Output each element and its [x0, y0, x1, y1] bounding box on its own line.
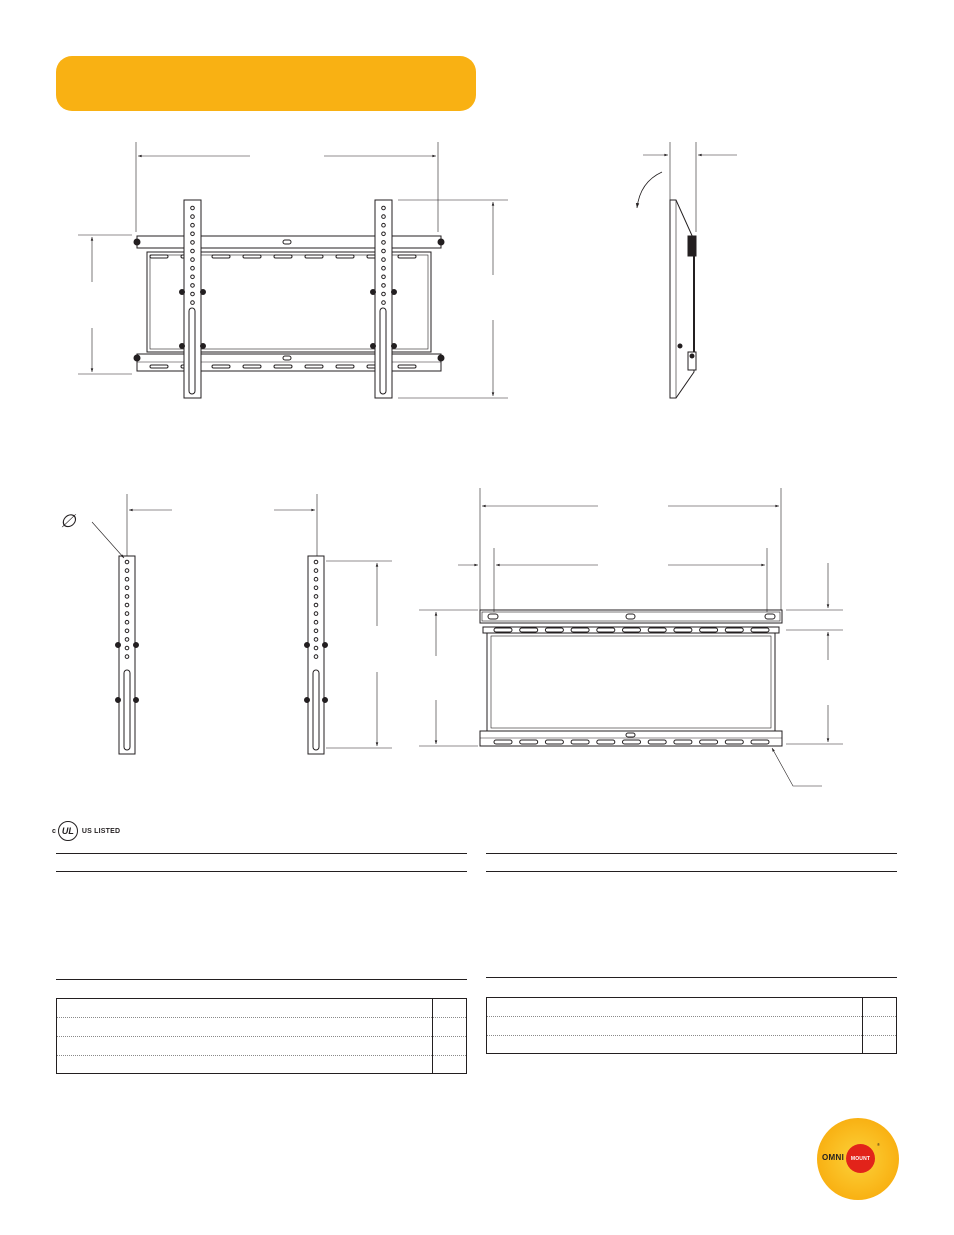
upright-hole	[125, 620, 129, 624]
upright-hole	[125, 569, 129, 573]
ul-c-label: c	[52, 827, 56, 835]
table-row	[487, 1016, 896, 1017]
upright-hole	[125, 560, 129, 564]
plate-slot	[751, 740, 769, 744]
table-column-divider	[432, 999, 433, 1073]
right-rule-third	[486, 977, 897, 978]
left-rule-third	[56, 979, 467, 980]
upright-hole	[125, 629, 129, 633]
plate-slot	[623, 740, 641, 744]
logo-word: OMNI	[822, 1153, 845, 1162]
right-spec-table	[486, 997, 897, 1054]
left-rule-second	[56, 871, 467, 872]
plate-slot	[494, 628, 512, 632]
rail-slot	[274, 365, 292, 368]
right-rule-top	[486, 853, 897, 854]
upright-hole	[314, 620, 318, 624]
rail-slot	[212, 365, 230, 368]
plate-slot	[648, 628, 666, 632]
side-view-drawing	[637, 142, 737, 398]
table-row	[57, 1036, 466, 1037]
upright-hole	[125, 638, 129, 642]
logo-badge	[846, 1144, 875, 1173]
plate-slot	[545, 740, 563, 744]
upright-hole	[125, 603, 129, 607]
upright-hole	[314, 629, 318, 633]
upright-hole	[314, 638, 318, 642]
plate-slot	[571, 628, 589, 632]
upright-hole	[314, 612, 318, 616]
ul-logo-text: UL	[61, 826, 74, 836]
rail-slot	[274, 255, 292, 258]
omnimount-logo	[817, 1118, 899, 1200]
plate-slot	[571, 740, 589, 744]
upright-hole	[314, 603, 318, 607]
upright-hole	[314, 577, 318, 581]
rail-slot	[398, 255, 416, 258]
upright-hole	[125, 586, 129, 590]
plate-slot	[700, 740, 718, 744]
upright-hole	[314, 560, 318, 564]
table-row	[57, 1017, 466, 1018]
upright-hole	[125, 655, 129, 659]
rail-slot	[150, 365, 168, 368]
left-spec-table	[56, 998, 467, 1074]
ul-listed-label: US LISTED	[81, 827, 121, 835]
plate-slot	[674, 740, 692, 744]
plate-slot	[725, 740, 743, 744]
plate-slot	[700, 628, 718, 632]
upright-hole	[314, 569, 318, 573]
rail-slot	[243, 255, 261, 258]
right-rule-second	[486, 871, 897, 872]
front-view-drawing	[78, 142, 508, 398]
upright-hole	[125, 577, 129, 581]
table-column-divider	[862, 998, 863, 1053]
plate-slot	[648, 740, 666, 744]
plate-slot	[751, 628, 769, 632]
plate-slot	[520, 628, 538, 632]
rail-slot	[150, 255, 168, 258]
rail-slot	[243, 365, 261, 368]
rail-slot	[398, 365, 416, 368]
rail-slot	[305, 365, 323, 368]
plate-slot	[520, 740, 538, 744]
ul-listed-mark	[52, 820, 120, 842]
plate-slot	[597, 740, 615, 744]
upright-hole	[314, 655, 318, 659]
upright-detail-1	[92, 494, 172, 754]
rail-slot	[336, 365, 354, 368]
plate-slot	[494, 740, 512, 744]
rail-slot	[336, 255, 354, 258]
diameter-symbol: ∅	[60, 511, 76, 532]
upright-hole	[314, 595, 318, 599]
upright-detail-2	[274, 494, 392, 754]
wall-plate-drawing	[419, 488, 843, 786]
rail-slot	[212, 255, 230, 258]
left-rule-top	[56, 853, 467, 854]
ul-logo-icon	[58, 821, 78, 841]
upright-hole	[125, 612, 129, 616]
upright-hole	[314, 646, 318, 650]
upright-hole	[314, 586, 318, 590]
plate-slot	[597, 628, 615, 632]
logo-trademark: ®	[877, 1142, 880, 1147]
plate-slot	[725, 628, 743, 632]
plate-slot	[623, 628, 641, 632]
table-row	[487, 1035, 896, 1036]
logo-badge-text: MOUNT	[850, 1155, 871, 1162]
plate-slot	[545, 628, 563, 632]
upright-hole	[125, 595, 129, 599]
upright-hole	[125, 646, 129, 650]
table-row	[57, 1055, 466, 1056]
rail-slot	[305, 255, 323, 258]
plate-slot	[674, 628, 692, 632]
